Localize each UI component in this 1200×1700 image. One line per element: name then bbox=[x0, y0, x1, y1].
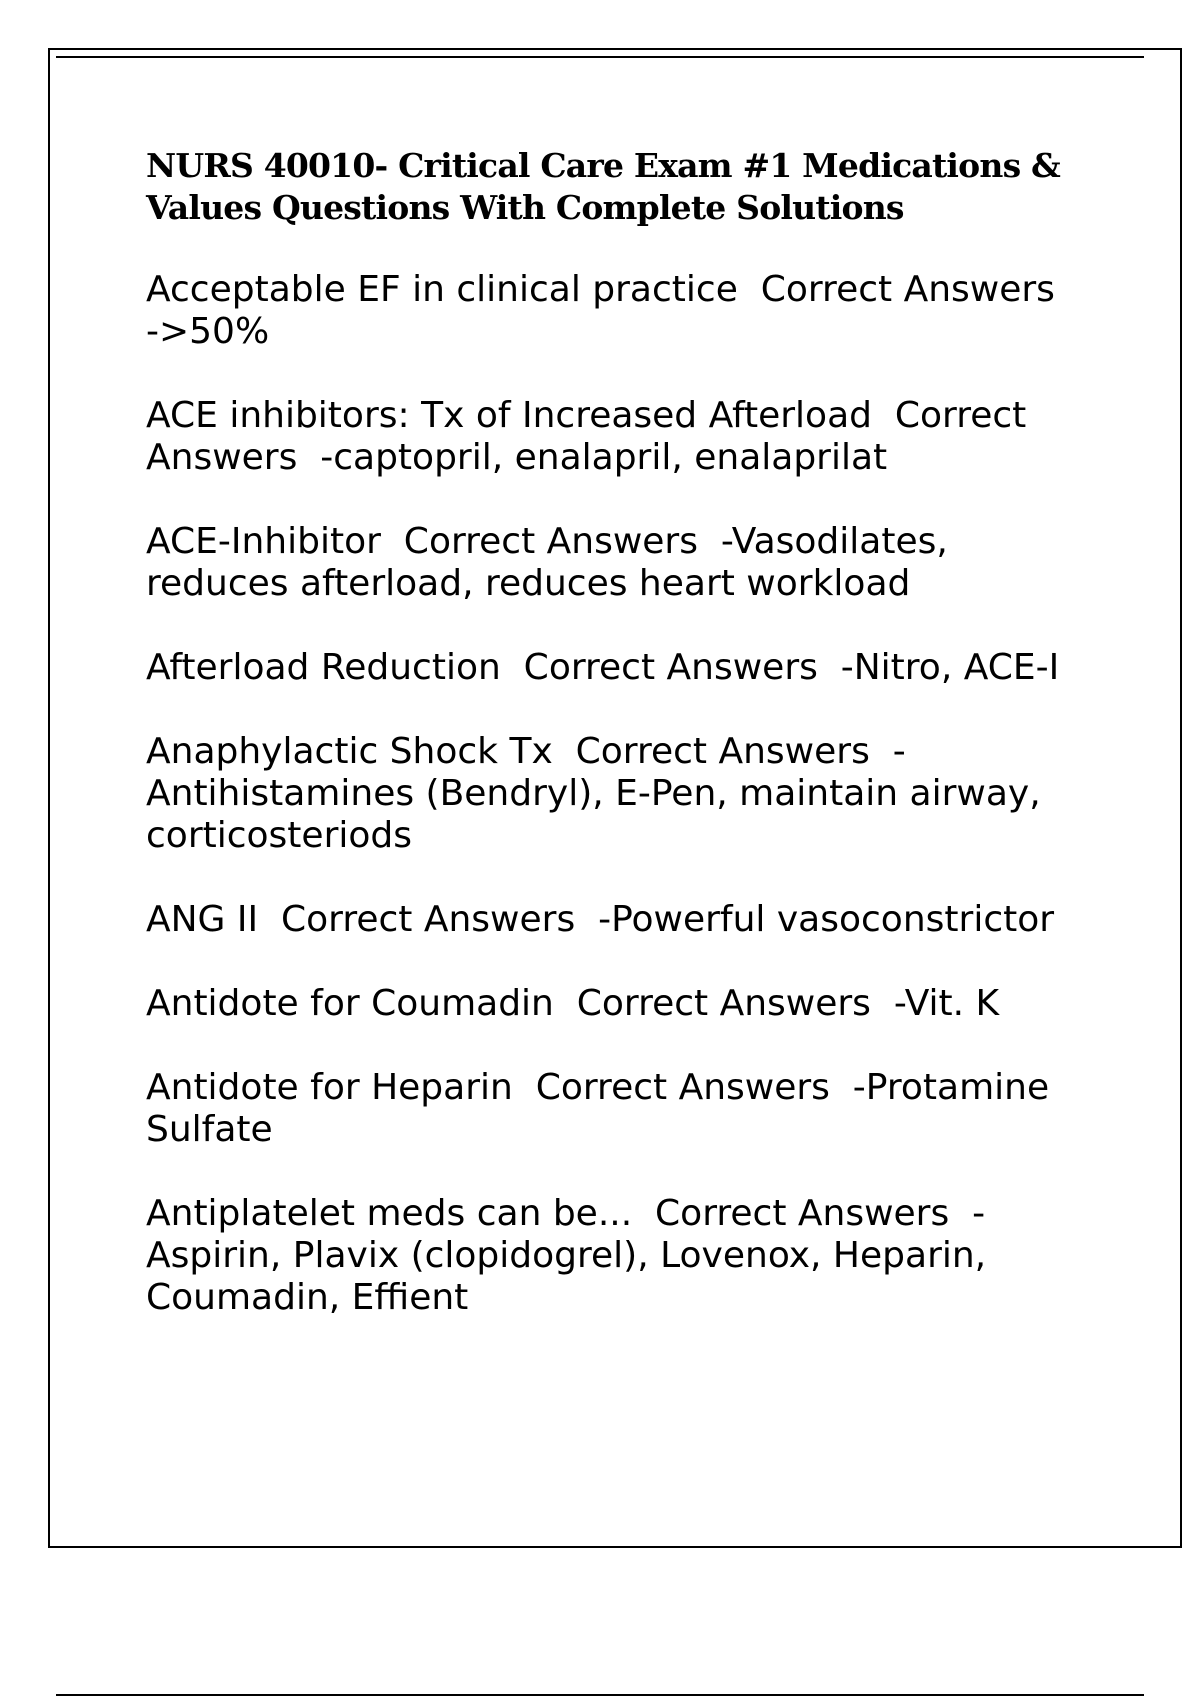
qa-item: Acceptable EF in clinical practice Correct Answers ->50% bbox=[146, 269, 1078, 352]
qa-item: ACE-Inhibitor Correct Answers -Vasodilates, reduces afterload, reduces heart workload bbox=[146, 521, 960, 604]
qa-item: Anaphylactic Shock Tx Correct Answers -Antihistamines (Bendryl), E-Pen, maintain airway, corticosteriods bbox=[146, 731, 1053, 856]
document-body bbox=[146, 145, 1086, 1361]
qa-item: ANG II Correct Answers -Powerful vasoconstrictor bbox=[146, 899, 1055, 940]
document-title: NURS 40010- Critical Care Exam #1 Medications & Values Questions With Complete Solutions bbox=[146, 146, 1061, 227]
qa-item: Antiplatelet meds can be... Correct Answers -Aspirin, Plavix (clopidogrel), Lovenox, Heparin, Coumadin, Effient bbox=[146, 1193, 998, 1318]
qa-item: ACE inhibitors: Tx of Increased Afterload Correct Answers -captopril, enalapril, enalaprilat bbox=[146, 395, 1038, 478]
bottom-divider bbox=[56, 1694, 1144, 1696]
qa-item: Afterload Reduction Correct Answers -Nitro, ACE-I bbox=[146, 647, 1060, 688]
top-divider bbox=[56, 56, 1144, 58]
qa-item: Antidote for Heparin Correct Answers -Protamine Sulfate bbox=[146, 1067, 1061, 1150]
qa-item: Antidote for Coumadin Correct Answers -Vit. K bbox=[146, 983, 1000, 1024]
qa-list bbox=[146, 269, 1086, 1319]
